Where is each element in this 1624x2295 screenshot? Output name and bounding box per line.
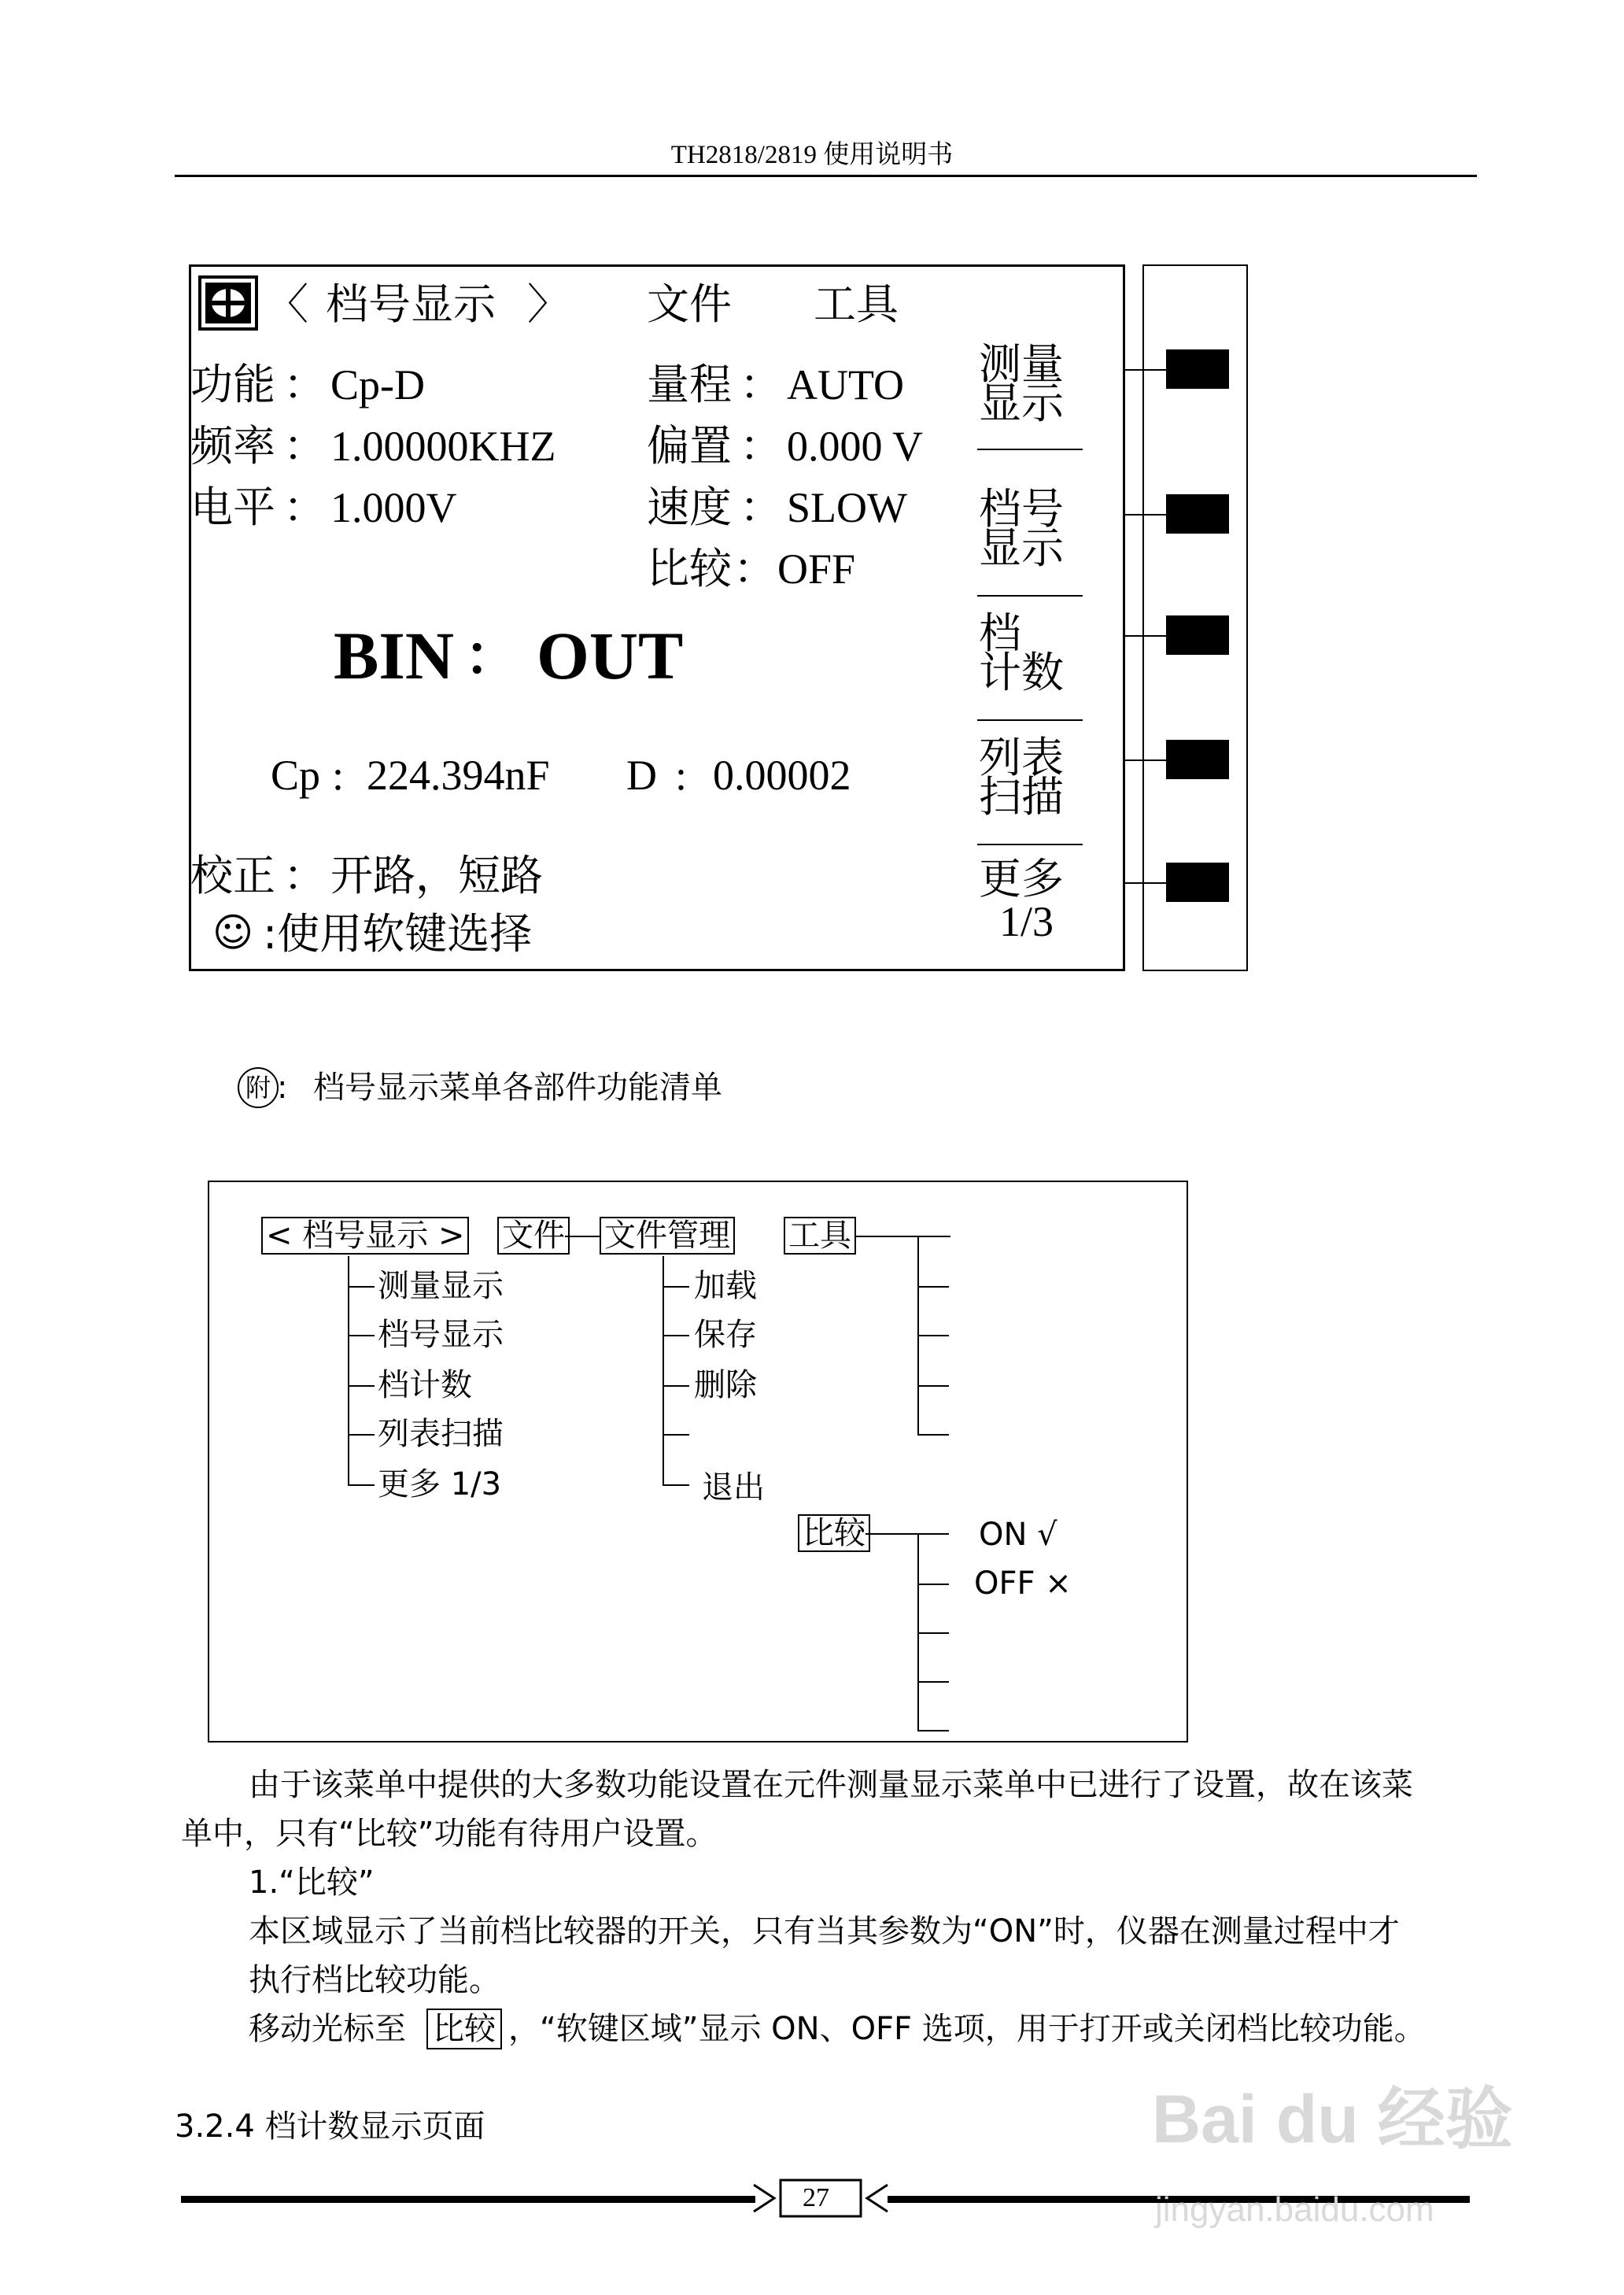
softkey-3-line1[interactable]: 档 <box>979 608 1021 658</box>
softkey-connector <box>1125 514 1168 516</box>
tree-root-item: 档号显示 <box>378 1317 504 1353</box>
screen-menu-title: 档号显示 <box>326 279 496 329</box>
softkey-connector <box>1125 759 1168 761</box>
tree-file-item: 加载 <box>694 1268 757 1304</box>
correction-label: 校正 <box>190 851 275 900</box>
hint-text: :使用软键选择 <box>263 909 533 959</box>
softkey-connector <box>1125 369 1168 371</box>
tree-root-item: 档计数 <box>378 1367 472 1403</box>
range-label: 量程 <box>647 360 732 409</box>
tools-menu[interactable]: 工具 <box>814 279 899 329</box>
function-sep: ： <box>283 360 326 409</box>
primary-param-value: 224.394nF <box>367 752 550 799</box>
tree-file-item: 保存 <box>694 1317 757 1353</box>
speed-label: 速度 <box>647 482 732 532</box>
file-menu[interactable]: 文件 <box>647 279 732 329</box>
softkey-button-3[interactable] <box>1166 615 1229 655</box>
softkey-5-line2[interactable]: 1/3 <box>999 898 1054 945</box>
tree-connector <box>348 1484 375 1486</box>
secondary-param-value: 0.00002 <box>713 752 851 799</box>
menu-tree-diagram <box>208 1181 1188 1743</box>
tree-connector <box>856 1236 950 1237</box>
tree-compare-on: ON √ <box>979 1517 1057 1553</box>
function-label: 功能 <box>190 360 275 409</box>
tree-connector <box>917 1385 949 1387</box>
speed-value[interactable]: SLOW <box>787 484 907 531</box>
tree-connector <box>917 1730 949 1731</box>
baidu-watermark-url: jingyan.baidu.com <box>1155 2190 1434 2229</box>
tree-file-item: 退出 <box>702 1469 765 1506</box>
tree-tools-node: 工具 <box>784 1217 856 1255</box>
tree-connector <box>866 1533 949 1535</box>
softkey-2-line1[interactable]: 档号 <box>979 484 1064 534</box>
tree-connector <box>348 1286 375 1288</box>
frequency-value[interactable]: 1.00000KHZ <box>330 423 556 470</box>
softkey-4-line1[interactable]: 列表 <box>979 733 1064 782</box>
frequency-sep: ： <box>283 421 326 471</box>
softkey-separator <box>977 844 1083 845</box>
primary-param-label: Cp <box>271 752 321 799</box>
paragraph-2-line-1: 本区域显示了当前档比较器的开关，只有当其参数为“ON”时，仪器在测量过程中才 <box>249 1913 1400 1949</box>
tree-file-node: 文件 <box>497 1217 570 1255</box>
tree-connector <box>917 1335 949 1336</box>
tree-compare-off: OFF × <box>974 1565 1072 1602</box>
paragraph-1-line-2: 单中，只有“比较”功能有待用户设置。 <box>181 1816 718 1852</box>
softkey-4-line2[interactable]: 扫描 <box>979 772 1064 822</box>
level-value[interactable]: 1.000V <box>330 484 457 531</box>
paragraph-3-post: ，“软键区域”显示 ON、OFF 选项，用于打开或关闭档比较功能。 <box>508 2011 1426 2047</box>
tree-connector <box>917 1286 949 1288</box>
document-header: TH2818/2819 使用说明书 <box>670 141 954 169</box>
softkey-5-line1[interactable]: 更多 <box>979 854 1064 904</box>
appendix-badge <box>238 1067 279 1108</box>
instrument-logo-icon <box>198 275 258 331</box>
softkey-button-4[interactable] <box>1166 740 1229 779</box>
tree-connector <box>663 1286 689 1288</box>
softkey-separator <box>977 595 1083 597</box>
range-value[interactable]: AUTO <box>787 361 905 408</box>
footer-rule-left <box>181 2196 755 2203</box>
softkey-button-5[interactable] <box>1166 863 1229 902</box>
page-number: 27 <box>803 2183 829 2212</box>
primary-param-sep: : <box>332 752 345 799</box>
tree-file-item: 删除 <box>694 1367 757 1403</box>
tree-file-mgmt-node: 文件管理 <box>600 1217 735 1255</box>
bias-value[interactable]: 0.000 V <box>787 423 924 470</box>
menu-next-arrow[interactable]: 〉 <box>527 279 570 329</box>
tree-root-item: 测量显示 <box>378 1268 504 1304</box>
range-sep: ： <box>740 360 782 409</box>
baidu-watermark-logo: Bai du 经验 <box>1152 2082 1513 2157</box>
softkey-button-1[interactable] <box>1166 349 1229 389</box>
correction-value[interactable]: 开路，短路 <box>330 851 543 900</box>
tree-compare-node: 比较 <box>798 1514 870 1552</box>
compare-label: 比较 <box>647 544 732 593</box>
tree-root-node: < 档号显示 > <box>261 1217 469 1255</box>
level-sep: ： <box>283 482 326 532</box>
paragraph-3-boxed-term: 比较 <box>426 2009 502 2049</box>
tree-connector <box>663 1256 664 1486</box>
bin-value: OUT <box>537 618 684 693</box>
softkey-2-line2[interactable]: 显示 <box>979 523 1064 573</box>
tree-connector <box>663 1385 689 1387</box>
paragraph-2-line-2: 执行档比较功能。 <box>249 1962 500 1998</box>
tree-root-item: 更多 1/3 <box>378 1466 502 1502</box>
section-heading: 3.2.4 档计数显示页面 <box>175 2108 485 2145</box>
bin-label: BIN <box>334 618 454 693</box>
bias-sep: ： <box>740 421 782 471</box>
tree-connector <box>917 1681 949 1683</box>
correction-sep: ： <box>283 851 326 900</box>
compare-sep: ： <box>733 544 776 593</box>
frequency-label: 频率 <box>190 421 275 471</box>
secondary-param-sep: : <box>675 752 688 799</box>
bin-sep: ： <box>464 623 519 688</box>
compare-value[interactable]: OFF <box>777 545 856 593</box>
appendix-colon: : <box>277 1070 288 1106</box>
tree-connector <box>663 1335 689 1336</box>
softkey-3-line2[interactable]: 计数 <box>979 648 1064 697</box>
tree-connector <box>348 1256 349 1486</box>
item-title: 1.“比较” <box>249 1864 375 1901</box>
tree-connector <box>348 1385 375 1387</box>
paragraph-1-line-1: 由于该菜单中提供的大多数功能设置在元件测量显示菜单中已进行了设置，故在该菜 <box>249 1767 1413 1803</box>
tree-connector <box>917 1434 949 1436</box>
function-value[interactable]: Cp-D <box>330 361 425 408</box>
smiley-icon: ☺ <box>212 910 254 955</box>
softkey-button-2[interactable] <box>1166 494 1229 534</box>
tree-connector <box>348 1335 375 1336</box>
softkey-1-line1[interactable]: 测量 <box>979 339 1064 389</box>
softkey-connector <box>1125 882 1168 884</box>
tree-connector <box>565 1236 600 1237</box>
level-label: 电平 <box>190 482 275 532</box>
speed-sep: ： <box>740 482 782 532</box>
tree-connector <box>917 1632 949 1634</box>
softkey-separator <box>977 449 1083 450</box>
tree-connector <box>348 1434 375 1436</box>
menu-prev-arrow[interactable]: 〈 <box>266 279 308 329</box>
softkey-1-line2[interactable]: 显示 <box>979 379 1064 428</box>
appendix-badge-text: 附 <box>245 1073 271 1103</box>
tree-connector <box>663 1434 689 1436</box>
paragraph-3-pre: 移动光标至 <box>249 2011 406 2047</box>
softkey-connector <box>1125 635 1168 637</box>
softkey-separator <box>977 719 1083 721</box>
header-rule <box>175 175 1477 177</box>
bias-label: 偏置 <box>647 421 732 471</box>
tree-root-item: 列表扫描 <box>378 1416 504 1452</box>
tree-connector <box>663 1484 689 1486</box>
tree-connector <box>917 1584 949 1585</box>
appendix-title: 档号显示菜单各部件功能清单 <box>313 1070 722 1106</box>
secondary-param-label: D <box>626 752 657 799</box>
